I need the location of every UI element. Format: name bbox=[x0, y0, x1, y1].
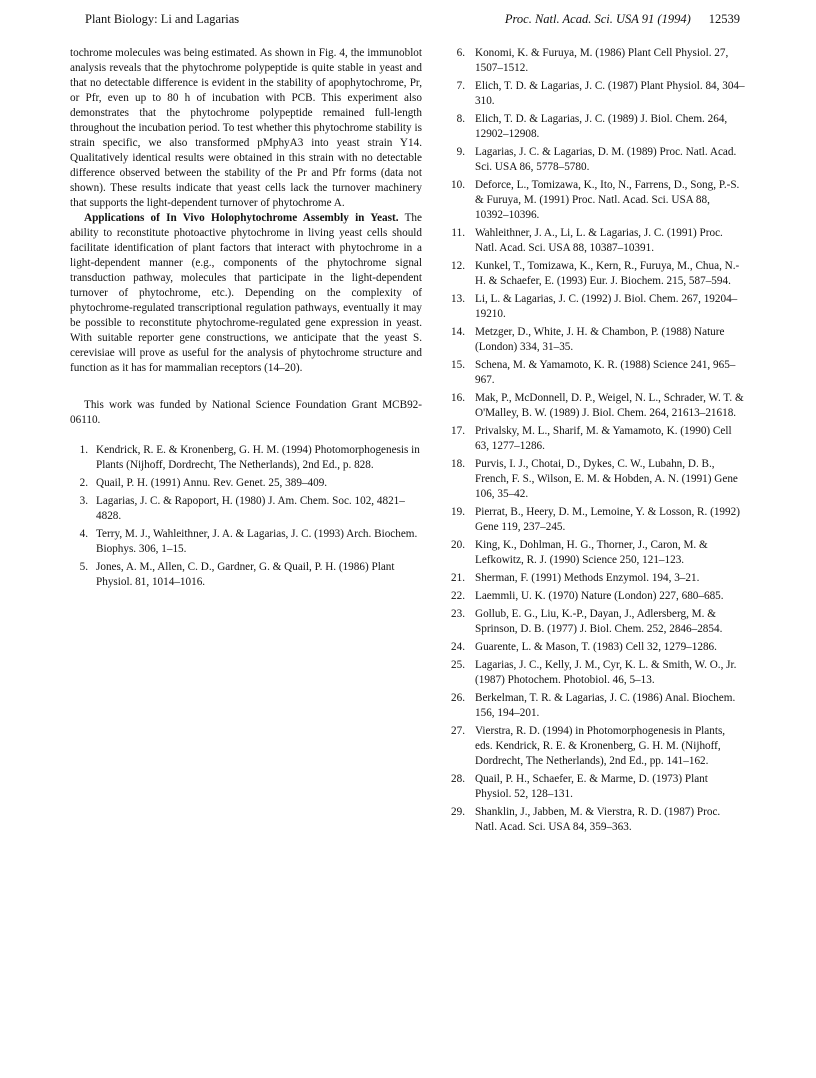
reference-number: 18. bbox=[451, 458, 465, 470]
reference-text: Purvis, I. J., Chotai, D., Dykes, C. W., Lubahn, D. B., French, F. S., Wilson, E. M. & Hobden, A. N. (1991) Gene 106, 35–42. bbox=[475, 458, 738, 500]
reference-text: Sherman, F. (1991) Methods Enzymol. 194, 3–21. bbox=[475, 572, 700, 584]
reference-text: Quail, P. H., Schaefer, E. & Marme, D. (1973) Plant Physiol. 52, 128–131. bbox=[475, 773, 708, 800]
reference-number: 21. bbox=[451, 572, 465, 584]
reference-item bbox=[445, 772, 745, 802]
reference-number: 14. bbox=[451, 326, 465, 338]
reference-number: 29. bbox=[451, 806, 465, 818]
reference-number: 22. bbox=[451, 590, 465, 602]
reference-text: Metzger, D., White, J. H. & Chambon, P. (1988) Nature (London) 334, 31–35. bbox=[475, 326, 725, 353]
reference-item bbox=[445, 46, 745, 76]
reference-item bbox=[70, 476, 422, 491]
reference-item bbox=[445, 112, 745, 142]
reference-text: Deforce, L., Tomizawa, K., Ito, N., Farrens, D., Song, P.-S. & Furuya, M. (1991) Proc. Natl. Acad. Sci. USA 88, 10392–10396. bbox=[475, 179, 740, 221]
reference-text: Konomi, K. & Furuya, M. (1986) Plant Cell Physiol. 27, 1507–1512. bbox=[475, 47, 729, 74]
reference-item bbox=[445, 391, 745, 421]
paragraph-continued: tochrome molecules was being estimated. As shown in Fig. 4, the immunoblot analysis reveals that the phytochrome polypeptide is quite stable in yeast and that no detectable difference is evident in the stability of apophytochrome, Pr, or Pfr, even up to 80 h of incubation with PCB. This experiment also demonstrates that the phytochrome polypeptide remained full-length throughout the incubation period. To test whether this phytochrome stability is strain specific, we also transformed pMphyA3 into yeast strain Y14. Qualitatively identical results were obtained in this strain with no detectable difference observed between the stability of the Pr and Pfr forms (data not shown). These results indicate that yeast cells lack the turnover machinery that supports the light-dependent turnover of phytochrome A. bbox=[70, 47, 422, 209]
reference-item bbox=[70, 494, 422, 524]
reference-number: 5. bbox=[79, 561, 88, 573]
reference-number: 15. bbox=[451, 359, 465, 371]
reference-number: 7. bbox=[456, 80, 465, 92]
reference-number: 11. bbox=[451, 227, 465, 239]
left-column bbox=[70, 46, 422, 593]
header-authors: Plant Biology: Li and Lagarias bbox=[85, 12, 240, 26]
reference-text: Mak, P., McDonnell, D. P., Weigel, N. L., Schrader, W. T. & O'Malley, B. W. (1989) J. Biol. Chem. 264, 21613–21618. bbox=[475, 392, 744, 419]
reference-item bbox=[445, 325, 745, 355]
reference-text: Schena, M. & Yamamoto, K. R. (1988) Science 241, 965–967. bbox=[475, 359, 736, 386]
reference-number: 6. bbox=[456, 47, 465, 59]
reference-number: 25. bbox=[451, 659, 465, 671]
reference-item bbox=[445, 457, 745, 502]
reference-number: 8. bbox=[456, 113, 465, 125]
reference-text: Jones, A. M., Allen, C. D., Gardner, G. & Quail, P. H. (1986) Plant Physiol. 81, 1014–1016. bbox=[96, 561, 395, 588]
reference-text: Laemmli, U. K. (1970) Nature (London) 227, 680–685. bbox=[475, 590, 724, 602]
reference-item bbox=[445, 658, 745, 688]
reference-item bbox=[445, 424, 745, 454]
reference-item bbox=[445, 607, 745, 637]
reference-text: Lagarias, J. C. & Rapoport, H. (1980) J. Am. Chem. Soc. 102, 4821–4828. bbox=[96, 495, 405, 522]
reference-text: Guarente, L. & Mason, T. (1983) Cell 32, 1279–1286. bbox=[475, 641, 717, 653]
reference-number: 17. bbox=[451, 425, 465, 437]
reference-number: 28. bbox=[451, 773, 465, 785]
funding-acknowledgment: This work was funded by National Science Foundation Grant MCB92-06110. bbox=[70, 399, 422, 426]
reference-item bbox=[445, 79, 745, 109]
reference-item bbox=[445, 589, 745, 604]
reference-list-left bbox=[70, 443, 422, 593]
page-number: 12539 bbox=[708, 12, 740, 26]
right-column bbox=[445, 46, 745, 838]
reference-text: Quail, P. H. (1991) Annu. Rev. Genet. 25, 389–409. bbox=[96, 477, 328, 489]
reference-number: 3. bbox=[79, 495, 88, 507]
running-header bbox=[85, 12, 740, 32]
reference-number: 1. bbox=[79, 444, 88, 456]
reference-item bbox=[445, 538, 745, 568]
reference-number: 4. bbox=[79, 528, 88, 540]
reference-text: Privalsky, M. L., Sharif, M. & Yamamoto, K. (1990) Cell 63, 1277–1286. bbox=[475, 425, 732, 452]
reference-number: 26. bbox=[451, 692, 465, 704]
reference-item bbox=[70, 443, 422, 473]
reference-item bbox=[445, 145, 745, 175]
reference-text: Wahleithner, J. A., Li, L. & Lagarias, J. C. (1991) Proc. Natl. Acad. Sci. USA 88, 10387–10391. bbox=[475, 227, 723, 254]
reference-text: Gollub, E. G., Liu, K.-P., Dayan, J., Adlersberg, M. & Sprinson, D. B. (1977) J. Biol. Chem. 252, 2846–2854. bbox=[475, 608, 723, 635]
reference-number: 27. bbox=[451, 725, 465, 737]
reference-number: 19. bbox=[451, 506, 465, 518]
reference-text: Berkelman, T. R. & Lagarias, J. C. (1986) Anal. Biochem. 156, 194–201. bbox=[475, 692, 736, 719]
reference-item bbox=[445, 259, 745, 289]
header-journal bbox=[505, 12, 740, 27]
reference-number: 20. bbox=[451, 539, 465, 551]
reference-number: 13. bbox=[451, 293, 465, 305]
reference-item bbox=[445, 358, 745, 388]
reference-item bbox=[445, 505, 745, 535]
reference-text: Kunkel, T., Tomizawa, K., Kern, R., Furuya, M., Chua, N.-H. & Schaefer, E. (1993) Eur. J. Biochem. 215, 587–594. bbox=[475, 260, 740, 287]
reference-item bbox=[445, 178, 745, 223]
reference-text: Kendrick, R. E. & Kronenberg, G. H. M. (1994) Photomorphogenesis in Plants (Nijhoff, Dordrecht, The Netherlands), 2nd Ed., p. 828. bbox=[96, 444, 420, 471]
reference-number: 12. bbox=[451, 260, 465, 272]
reference-item bbox=[445, 724, 745, 769]
reference-item bbox=[445, 640, 745, 655]
reference-text: Shanklin, J., Jabben, M. & Vierstra, R. D. (1987) Proc. Natl. Acad. Sci. USA 84, 359–363. bbox=[475, 806, 721, 833]
reference-number: 16. bbox=[451, 392, 465, 404]
reference-text: Li, L. & Lagarias, J. C. (1992) J. Biol. Chem. 267, 19204–19210. bbox=[475, 293, 738, 320]
reference-list-right bbox=[445, 46, 745, 838]
reference-item bbox=[445, 292, 745, 322]
reference-number: 9. bbox=[456, 146, 465, 158]
reference-item bbox=[445, 571, 745, 586]
paragraph-applications-text: The ability to reconstitute photoactive phytochrome in living yeast cells should facilitate identification of plant factors that interact with phytochrome in a light-dependent manner (e.g., components of the phytochrome signal transduction pathway, molecules that participate in the light-dependent turnover of phytochrome, etc.). Depending on the complexity of phytochrome-regulated transcriptional regulation pathways, eventually it may be possible to reconstitute phytochrome-regulated gene expression in yeast. With suitable reporter gene constructions, we anticipate that the yeast S. cerevisiae will prove as useful for the analysis of phytochrome structure and function as it has for mammalian receptors (14–20). bbox=[70, 212, 422, 374]
reference-number: 10. bbox=[451, 179, 465, 191]
reference-text: King, K., Dohlman, H. G., Thorner, J., Caron, M. & Lefkowitz, R. J. (1990) Science 250, 121–123. bbox=[475, 539, 708, 566]
reference-number: 23. bbox=[451, 608, 465, 620]
reference-text: Vierstra, R. D. (1994) in Photomorphogenesis in Plants, eds. Kendrick, R. E. & Kronenberg, G. H. M. (Nijhoff, Dordrecht, The Netherlands), 2nd Ed., pp. 141–162. bbox=[475, 725, 726, 767]
reference-item bbox=[445, 691, 745, 721]
paragraph-applications bbox=[70, 211, 422, 376]
reference-item bbox=[445, 226, 745, 256]
reference-text: Lagarias, J. C., Kelly, J. M., Cyr, K. L. & Smith, W. O., Jr. (1987) Photochem. Photobiol. 46, 5–13. bbox=[475, 659, 737, 686]
reference-item bbox=[70, 527, 422, 557]
reference-text: Elich, T. D. & Lagarias, J. C. (1987) Plant Physiol. 84, 304–310. bbox=[475, 80, 745, 107]
section-heading: Applications of In Vivo Holophytochrome Assembly in Yeast. bbox=[84, 212, 399, 224]
reference-item bbox=[70, 560, 422, 590]
reference-item bbox=[445, 805, 745, 835]
reference-text: Lagarias, J. C. & Lagarias, D. M. (1989) Proc. Natl. Acad. Sci. USA 86, 5778–5780. bbox=[475, 146, 737, 173]
reference-text: Elich, T. D. & Lagarias, J. C. (1989) J. Biol. Chem. 264, 12902–12908. bbox=[475, 113, 728, 140]
header-citation: Proc. Natl. Acad. Sci. USA 91 (1994) bbox=[504, 12, 691, 26]
reference-number: 2. bbox=[79, 477, 88, 489]
reference-number: 24. bbox=[451, 641, 465, 653]
reference-text: Pierrat, B., Heery, D. M., Lemoine, Y. & Losson, R. (1992) Gene 119, 237–245. bbox=[475, 506, 740, 533]
reference-text: Terry, M. J., Wahleithner, J. A. & Lagarias, J. C. (1993) Arch. Biochem. Biophys. 306, 1–15. bbox=[96, 528, 418, 555]
